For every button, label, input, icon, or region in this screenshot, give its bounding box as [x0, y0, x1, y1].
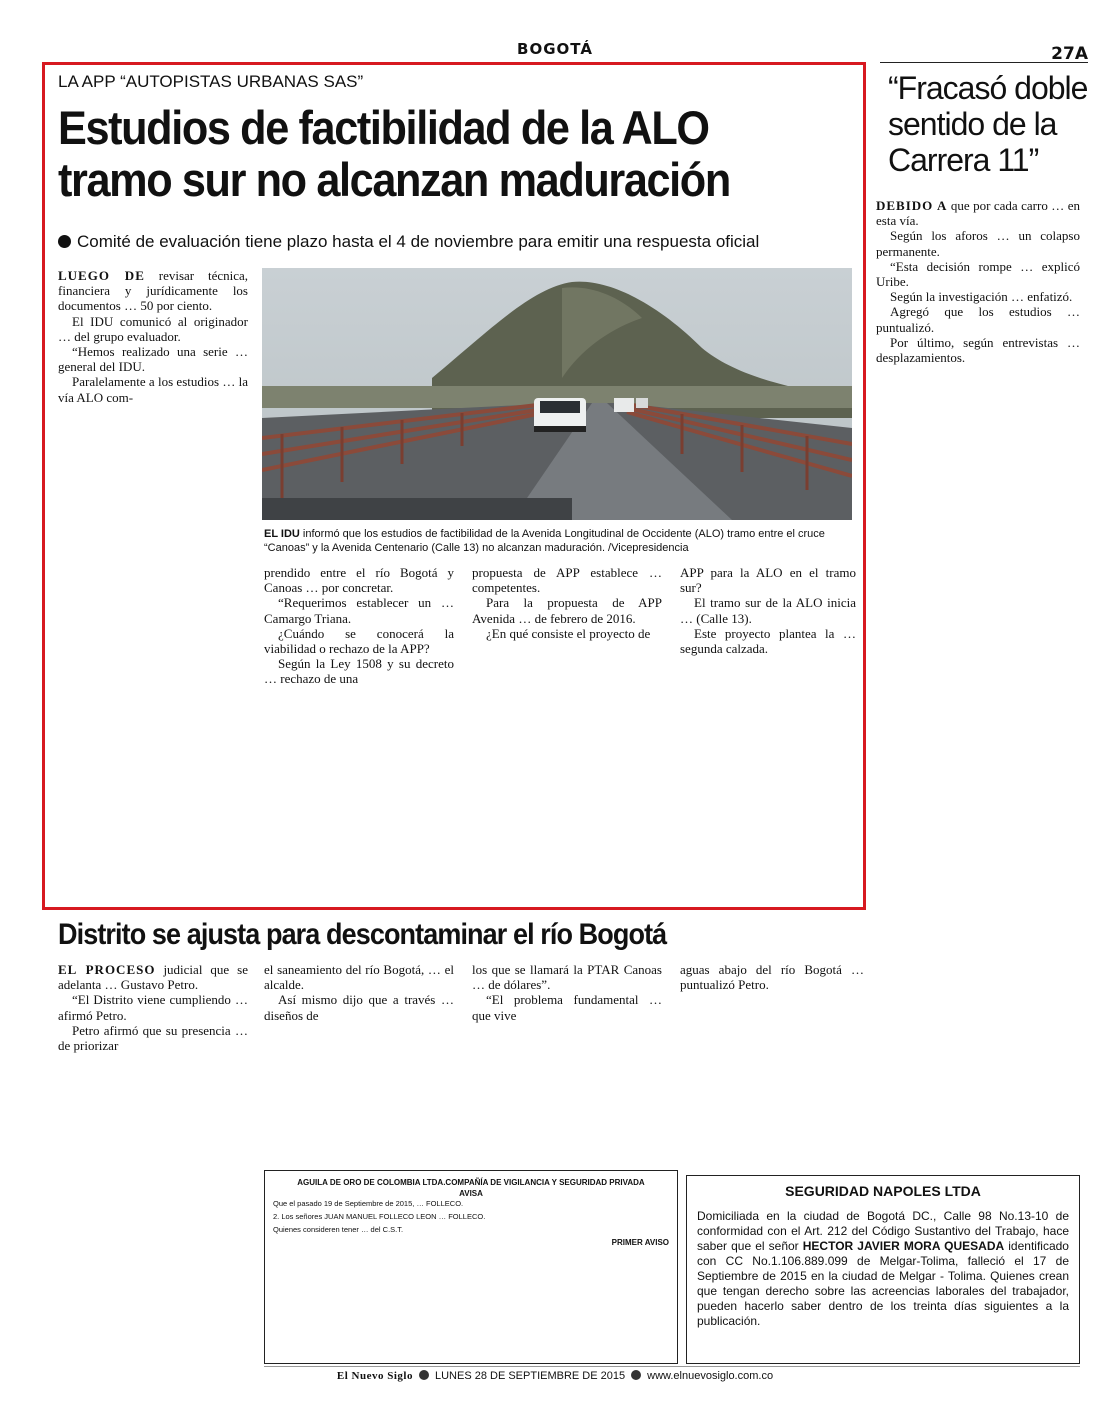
article-headline — [58, 102, 785, 206]
paragraph: Por último, según entrevistas … desplazamientos. — [876, 334, 1080, 366]
paragraph: los que se llamará la PTAR Canoas … de dólares”. — [472, 962, 662, 993]
paragraph: el saneamiento del río Bogotá, … el alcalde. — [264, 962, 454, 993]
main-column-3 — [472, 565, 662, 641]
sidebar-column — [876, 198, 1080, 365]
lead-word: LUEGO DE — [58, 268, 145, 283]
paragraph: propuesta de APP establece … competentes. — [472, 565, 662, 596]
article-subhead — [58, 232, 759, 252]
notice-paragraph: Que el pasado 19 de Septiembre de 2015, … FOLLECO. — [273, 1199, 464, 1208]
footer-dot-icon — [419, 1370, 429, 1380]
paragraph: Paralelamente a los estudios … la vía ALO com- — [58, 374, 248, 405]
bridge-photo — [262, 268, 852, 520]
notice-paragraph: Quienes consideren tener … del C.S.T. — [273, 1225, 404, 1234]
paragraph: DEBIDO A que por cada carro … en esta vía. — [876, 198, 1080, 229]
subhead-text: Comité de evaluación tiene plazo hasta el 4 de noviembre para emitir una respuesta oficial — [77, 232, 760, 251]
photo-caption — [264, 527, 852, 555]
second-headline: Distrito se ajusta para descontaminar el río Bogotá — [58, 918, 667, 951]
footer-dot-icon — [631, 1370, 641, 1380]
paragraph: Según la Ley 1508 y su decreto … rechazo de una — [264, 656, 454, 687]
lead-word: DEBIDO A — [876, 198, 948, 213]
paragraph: “Esta decisión rompe … explicó Uribe. — [876, 258, 1080, 290]
caption-lead: EL IDU — [264, 528, 300, 540]
sidebar-headline: “Fracasó doble sentido de la Carrera 11” — [888, 70, 1088, 178]
footer-date: LUNES 28 DE SEPTIEMBRE DE 2015 — [434, 1370, 626, 1382]
main-column-1 — [58, 268, 248, 405]
page-footer — [0, 1370, 1110, 1382]
paragraph: El IDU comunicó al originador … del grupo evaluador. — [58, 313, 248, 344]
paragraph: El tramo sur de la ALO inicia … (Calle 13). — [680, 595, 856, 626]
paragraph: Agregó que los estudios … puntualizó. — [876, 304, 1080, 335]
notice-seguridad-napoles — [686, 1175, 1080, 1364]
paragraph: Así mismo dijo que a través … diseños de — [264, 992, 454, 1023]
notice-tag: PRIMER AVISO — [611, 1238, 669, 1247]
car-icon — [534, 398, 586, 432]
bridge-photo-image — [262, 268, 852, 520]
second-column-3 — [472, 962, 662, 1023]
lead-word: EL PROCESO — [58, 962, 156, 977]
headline-line-1: Estudios de factibilidad de la ALO — [58, 101, 709, 154]
notice-title: SEGURIDAD NAPOLES LTDA — [785, 1183, 981, 1199]
paragraph: Este proyecto plantea la … segunda calzada. — [680, 625, 856, 657]
paragraph: EL PROCESO judicial que se adelanta … Gustavo Petro. — [58, 962, 248, 993]
main-column-2 — [264, 565, 454, 687]
notice-subtitle: AVISA — [459, 1189, 483, 1198]
paragraph: ¿Cuándo se conocerá la viabilidad o rechazo de la APP? — [264, 625, 454, 657]
paragraph: APP para la ALO en el tramo sur? — [680, 565, 856, 596]
notice-body: Domiciliada en la ciudad de Bogotá DC., Calle 98 No.13-10 de conformidad con el Art. 212 del Código Sustantivo del Trabajo, hace saber que el señor HECTOR JAVIER MORA QUESADA identificado con CC No.1.106.889.099 de Melgar-Tolima, falleció el 17 de Septiembre de 2015 en la ciudad de Melgar - Tolima. Quienes crean que tengan derecho sobre las acreencias laborales del trabajador, pueden hacerlo saber dentro de los treinta días siguientes a la publicación. — [697, 1209, 1069, 1328]
paragraph: ¿En qué consiste el proyecto de — [486, 625, 651, 641]
caption-text: informó que los estudios de factibilidad de la Avenida Longitudinal de Occidente (ALO) tramo entre el cruce “Canoas” y la Avenida Centenario (Calle 13) no alcanzan maduración. /Vicepresidencia — [264, 528, 825, 554]
paragraph: “Requerimos establecer un … Camargo Triana. — [264, 595, 454, 626]
header-rule — [880, 62, 1088, 63]
paragraph: “El problema fundamental … que vive — [472, 992, 662, 1023]
section-label: BOGOTÁ — [517, 40, 593, 58]
paragraph: Para la propuesta de APP Avenida … de febrero de 2016. — [472, 595, 662, 626]
paragraph: “El Distrito viene cumpliendo … afirmó Petro. — [58, 992, 248, 1023]
paragraph: prendido entre el río Bogotá y Canoas … por concretar. — [264, 565, 454, 596]
second-column-1 — [58, 962, 248, 1053]
main-column-4 — [680, 565, 856, 656]
paragraph: Petro afirmó que su presencia … de priorizar — [58, 1022, 248, 1054]
footer-rule — [264, 1366, 1080, 1367]
second-column-4 — [680, 962, 864, 992]
paragraph: Según los aforos … un colapso permanente. — [876, 228, 1080, 259]
notice-paragraph: 2. Los señores JUAN MANUEL FOLLECO LEON … FOLLECO. — [273, 1212, 486, 1221]
footer-brand: El Nuevo Siglo — [336, 1370, 413, 1382]
paragraph: Según la investigación … enfatizó. — [890, 289, 1073, 305]
notice-aguila-de-oro — [264, 1170, 678, 1364]
headline-line-2: tramo sur no alcanzan maduración — [58, 153, 730, 206]
paragraph: aguas abajo del río Bogotá … puntualizó Petro. — [680, 962, 864, 993]
page-number: 27A — [1051, 44, 1088, 64]
second-column-2 — [264, 962, 454, 1023]
bullet-icon — [58, 235, 71, 248]
article-kicker: LA APP “AUTOPISTAS URBANAS SAS” — [58, 72, 364, 91]
footer-url[interactable]: www.elnuevosiglo.com.co — [647, 1370, 774, 1382]
notice-title: AGUILA DE ORO DE COLOMBIA LTDA.COMPAÑÍA DE VIGILANCIA Y SEGURIDAD PRIVADA — [297, 1178, 645, 1187]
paragraph: LUEGO DE revisar técnica, financiera y jurídicamente los documentos … 50 por ciento. — [58, 268, 249, 314]
paragraph: “Hemos realizado una serie … general del IDU. — [58, 344, 248, 375]
notice-name: HECTOR JAVIER MORA QUESADA — [802, 1239, 1005, 1253]
